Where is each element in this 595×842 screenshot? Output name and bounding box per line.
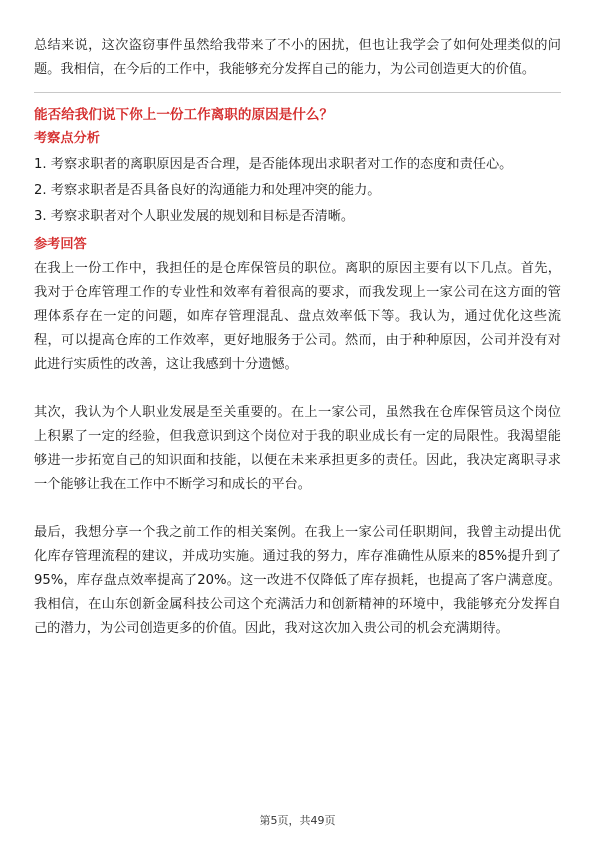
paragraph-gap [34, 377, 561, 401]
answer-paragraph-3: 最后，我想分享一个我之前工作的相关案例。在我上一家公司任职期间，我曾主动提出优化库存管理流程的建议，并成功实施。通过我的努力，库存准确性从原来的85%提升到了95%，库存盘点效率提高了20%。这一改进不仅降低了库存损耗，也提高了客户满意度。我相信，在山东创新金属科技公司这个充满活力和创新精神的环境中，我能够充分发挥自己的潜力，为公司创造更多的价值。因此，我对这次加入贵公司的机会充满期待。 [34, 525, 561, 636]
intro-paragraph: 总结来说，这次盗窃事件虽然给我带来了不小的困扰，但也让我学会了如何处理类似的问题。我相信，在今后的工作中，我能够充分发挥自己的能力，为公司创造更大的价值。 [34, 38, 561, 77]
analysis-heading: 考察点分析 [34, 131, 100, 146]
page-content [34, 34, 561, 641]
question-heading: 能否给我们说下你上一份工作离职的原因是什么？ [34, 107, 334, 123]
section-divider [34, 92, 561, 93]
answer-paragraph-2: 其次，我认为个人职业发展是至关重要的。在上一家公司，虽然我在仓库保管员这个岗位上积累了一定的经验，但我意识到这个岗位对于我的职业成长有一定的局限性。我渴望能够进一步拓宽自己的知识面和技能，以便在未来承担更多的责任。因此，我决定离职寻求一个能够让我在工作中不断学习和成长的平台。 [34, 405, 561, 492]
analysis-item-3: 3. 考察求职者对个人职业发展的规划和目标是否清晰。 [34, 209, 355, 224]
answer-paragraph-1: 在我上一份工作中，我担任的是仓库保管员的职位。离职的原因主要有以下几点。首先，我对于仓库管理工作的专业性和效率有着很高的要求，而我发现上一家公司在这方面的管理体系存在一定的问题，如库存管理混乱、盘点效率低下等。我认为，通过优化这些流程，可以提高仓库的工作效率，更好地服务于公司。然而，由于种种原因，公司并没有对此进行实质性的改善，这让我感到十分遗憾。 [34, 261, 561, 372]
analysis-item-1: 1. 考察求职者的离职原因是否合理，是否能体现出求职者对工作的态度和责任心。 [34, 157, 513, 172]
answer-heading: 参考回答 [34, 237, 87, 252]
analysis-item-2: 2. 考察求职者是否具备良好的沟通能力和处理冲突的能力。 [34, 183, 381, 198]
paragraph-gap [34, 497, 561, 521]
page-number-footer: 第5页，共49页 [259, 814, 336, 827]
